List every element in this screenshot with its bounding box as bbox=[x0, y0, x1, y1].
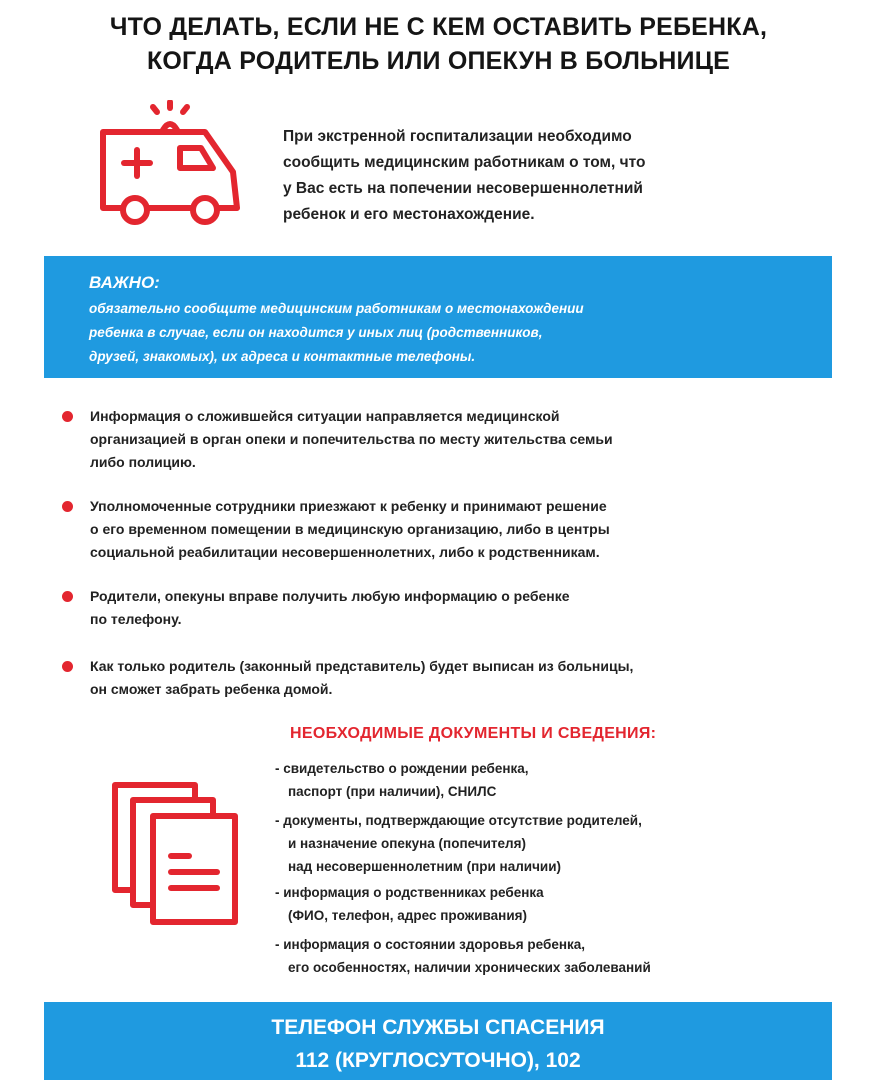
bullet-line: Уполномоченные сотрудники приезжают к ребенку и принимают решение bbox=[90, 498, 607, 514]
doc-line: - документы, подтверждающие отсутствие родителей, bbox=[275, 813, 642, 828]
doc-line: - информация о родственниках ребенка bbox=[275, 885, 544, 900]
bullet-line: он сможет забрать ребенка домой. bbox=[90, 681, 333, 697]
doc-line: над несовершеннолетним (при наличии) bbox=[288, 859, 562, 874]
list-item bbox=[275, 933, 815, 979]
intro-line: ребенок и его местонахождение. bbox=[283, 206, 535, 223]
important-banner bbox=[44, 256, 832, 378]
bullet-line: Информация о сложившейся ситуации направляется медицинской bbox=[90, 408, 560, 424]
doc-line: его особенностях, наличии хронических заболеваний bbox=[288, 960, 651, 975]
title-line-2: КОГДА РОДИТЕЛЬ ИЛИ ОПЕКУН В БОЛЬНИЦЕ bbox=[146, 47, 731, 75]
ambulance-icon bbox=[95, 100, 245, 225]
bullet-line: по телефону. bbox=[90, 611, 182, 627]
bullet-line: о его временном помещении в медицинскую организацию, либо в центры bbox=[90, 521, 610, 537]
bullet-text bbox=[90, 585, 810, 631]
doc-line: (ФИО, телефон, адрес проживания) bbox=[288, 908, 527, 923]
doc-line: паспорт (при наличии), СНИЛС bbox=[288, 784, 497, 799]
bullet-text bbox=[90, 655, 810, 701]
list-item bbox=[275, 881, 815, 927]
list-item bbox=[275, 809, 815, 878]
bullet-text bbox=[90, 405, 810, 474]
page-title bbox=[0, 10, 877, 78]
bullet-line: организацией в орган опеки и попечительства по месту жительства семьи bbox=[90, 431, 613, 447]
bullet-text bbox=[90, 495, 810, 564]
bullet-dot-icon bbox=[62, 501, 73, 512]
emergency-phone-numbers: 112 (КРУГЛОСУТОЧНО), 102 bbox=[295, 1049, 581, 1072]
bullet-line: Как только родитель (законный представитель) будет выписан из больницы, bbox=[90, 658, 634, 674]
documents-heading: НЕОБХОДИМЫЕ ДОКУМЕНТЫ И СВЕДЕНИЯ: bbox=[290, 725, 657, 742]
bullet-line: Родители, опекуны вправе получить любую информацию о ребенке bbox=[90, 588, 570, 604]
emergency-phone-banner bbox=[44, 1002, 832, 1080]
bullet-dot-icon bbox=[62, 411, 73, 422]
intro-line: При экстренной госпитализации необходимо bbox=[283, 128, 632, 145]
doc-line: - свидетельство о рождении ребенка, bbox=[275, 761, 529, 776]
bullet-dot-icon bbox=[62, 661, 73, 672]
important-text bbox=[89, 297, 809, 369]
important-heading: ВАЖНО: bbox=[89, 273, 160, 292]
doc-line: и назначение опекуна (попечителя) bbox=[288, 836, 526, 851]
bullet-dot-icon bbox=[62, 591, 73, 602]
title-line-1: ЧТО ДЕЛАТЬ, ЕСЛИ НЕ С КЕМ ОСТАВИТЬ РЕБЕНКА, bbox=[109, 13, 768, 41]
emergency-phone-title: ТЕЛЕФОН СЛУЖБЫ СПАСЕНИЯ bbox=[271, 1016, 605, 1039]
important-line: обязательно сообщите медицинским работникам о местонахождении bbox=[89, 301, 584, 316]
intro-text bbox=[283, 124, 803, 228]
bullet-line: социальной реабилитации несовершеннолетних, либо к родственникам. bbox=[90, 544, 600, 560]
important-line: ребенка в случае, если он находится у иных лиц (родственников, bbox=[89, 325, 543, 340]
important-line: друзей, знакомых), их адреса и контактные телефоны. bbox=[89, 349, 476, 364]
intro-line: у Вас есть на попечении несовершеннолетний bbox=[283, 180, 643, 197]
bullet-line: либо полицию. bbox=[90, 454, 196, 470]
list-item bbox=[275, 757, 815, 803]
intro-line: сообщить медицинским работникам о том, что bbox=[283, 154, 646, 171]
documents-icon bbox=[105, 780, 240, 925]
doc-line: - информация о состоянии здоровья ребенка, bbox=[275, 937, 585, 952]
